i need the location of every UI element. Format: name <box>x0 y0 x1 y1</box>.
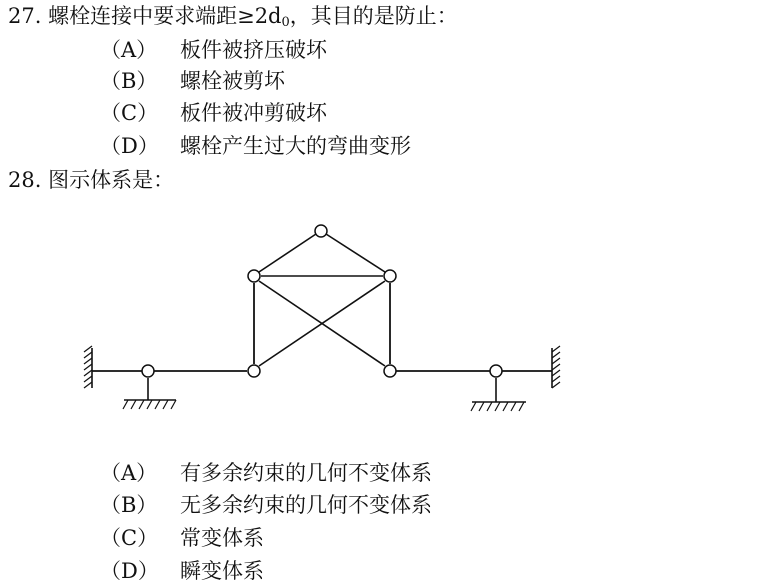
option-label: （D） <box>100 134 159 158</box>
hinge-bottom-left <box>248 365 260 377</box>
hinge-bottom-right <box>384 365 396 377</box>
option-label: （A） <box>100 38 158 62</box>
stem-text-tail: ，其目的是防止： <box>289 4 458 28</box>
question-number: 28. <box>8 168 42 192</box>
option-text: 瞬变体系 <box>180 559 264 583</box>
option-text: 螺栓产生过大的弯曲变形 <box>180 134 411 158</box>
stem-text: 图示体系是： <box>48 168 175 192</box>
question-number: 27. <box>8 4 42 28</box>
hinge-right-support <box>490 365 502 377</box>
option-label: （C） <box>100 526 159 550</box>
left-wall-hatch <box>84 346 92 388</box>
option-label: （A） <box>100 461 158 485</box>
hinge-apex <box>315 225 327 237</box>
option-text: 常变体系 <box>180 526 264 550</box>
left-ground-hatch <box>123 400 176 409</box>
option-label: （C） <box>100 101 159 125</box>
apex-left-member <box>259 234 316 272</box>
q28-option-c <box>100 525 264 551</box>
option-text: 板件被冲剪破坏 <box>180 101 327 125</box>
right-ground-hatch <box>471 402 524 411</box>
right-wall-hatch <box>552 346 560 388</box>
q28-option-b <box>100 492 432 518</box>
q28-option-d <box>100 558 264 584</box>
option-label: （B） <box>100 493 158 517</box>
hinge-top-left <box>248 270 260 282</box>
subscript: 0 <box>281 15 290 30</box>
option-label: （D） <box>100 559 159 583</box>
option-text: 螺栓被剪坏 <box>180 69 285 93</box>
apex-right-member <box>326 234 385 272</box>
hinge-left-support <box>142 365 154 377</box>
q28-option-a <box>100 460 432 486</box>
option-label: （B） <box>100 69 158 93</box>
option-text: 有多余约束的几何不变体系 <box>180 461 432 485</box>
option-text: 无多余约束的几何不变体系 <box>180 493 432 517</box>
hinge-top-right <box>384 270 396 282</box>
stem-text: 螺栓连接中要求端距≥2d <box>48 4 282 28</box>
option-text: 板件被挤压破坏 <box>180 38 327 62</box>
